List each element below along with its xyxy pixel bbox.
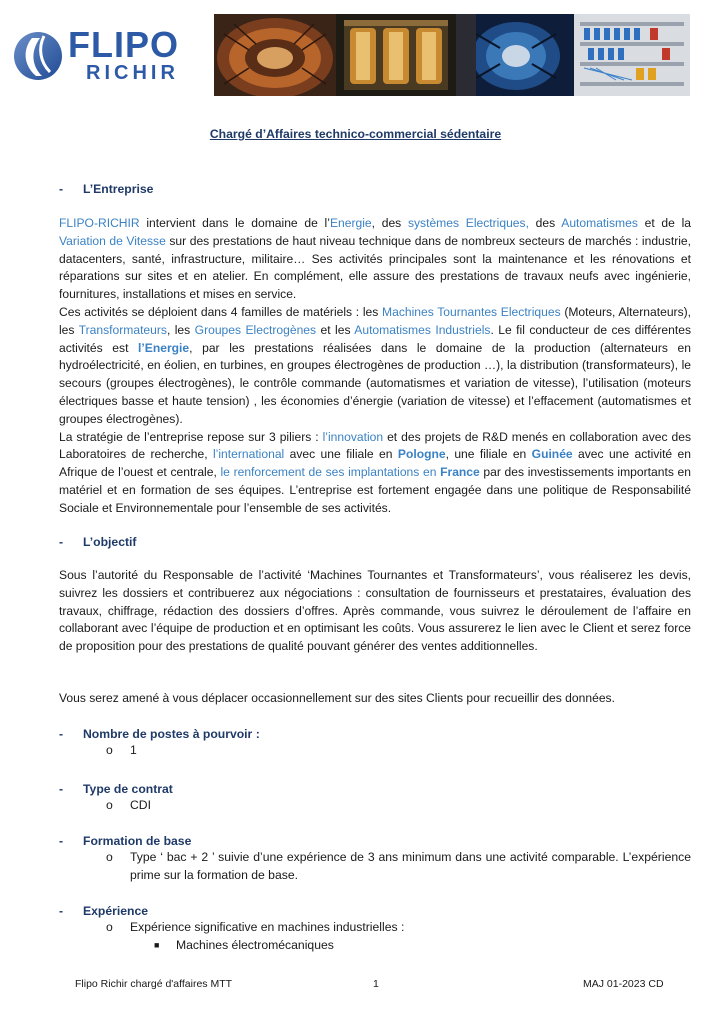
circle-bullet-icon: o xyxy=(106,798,113,812)
entreprise-paragraph-3: La stratégie de l’entreprise repose sur 3 piliers : l’innovation et des projets de R&D menés en collaboration avec des Laboratoires de recherche, l’international avec une filiale en Pologne, une filiale en Guinée avec une activité en Afrique de l’ouest et centrale, le renforcement de ses implantations en France par des investissements importants en matériel et en formation de ses équipes. L’entreprise est fortement engagée dans une politique de Responsabilité Sociale et Environnementale pour l’ensemble de ses activités. xyxy=(59,429,692,515)
page-number: 1 xyxy=(373,978,379,990)
section-experience: - Expérience o Expérience significative en machines industrielles : ■ Machines électromécaniques xyxy=(59,903,691,955)
experience-sub-value: Machines électromécaniques xyxy=(176,937,334,952)
page-header xyxy=(0,0,711,100)
objectif-paragraph-1: Sous l’autorité du Responsable de l’activité ‘Machines Tournantes et Transformateurs’, vous réaliserez les devis, suivrez les dossiers et contribuerez aux négociations : consultation de fournisseurs et prestataires, évaluation des travaux, chiffrage, rédaction des dossiers d’offres. Après commande, vous suivrez le déroulement de l’affaire en collaborant avec l’équipe de production et en optimisant les coûts. Vous assurerez le lien avec le Client et serez force de proposition pour des prestations de qualité pouvant générer des ventes additionnelles. xyxy=(59,568,691,654)
formation-value: Type ‘ bac + 2 ’ suivie d’une expérience de 3 ans minimum dans une activité comparable. L’expérience prime sur la formation de base. xyxy=(130,850,691,882)
stator-photo xyxy=(214,14,336,96)
logo-text-richir: RICHIR xyxy=(86,62,179,84)
logo-text-flipo: FLIPO xyxy=(68,24,179,65)
section-heading: L’objectif xyxy=(83,535,137,549)
square-bullet-icon: ■ xyxy=(154,939,160,950)
control-cabinet-photo xyxy=(574,14,690,96)
section-postes: - Nombre de postes à pourvoir : o 1 xyxy=(59,726,691,760)
section-objectif-heading: - L’objectif xyxy=(59,535,137,549)
section-formation: - Formation de base o Type ‘ bac + 2 ’ suivie d’une expérience de 3 ans minimum dans une activité comparable. L’expérience prime sur la formation de base. xyxy=(59,833,691,885)
circle-bullet-icon: o xyxy=(106,850,113,864)
postes-value: 1 xyxy=(130,743,137,757)
rotor-photo xyxy=(456,14,574,96)
section-heading: Expérience xyxy=(83,904,149,918)
section-heading: L’Entreprise xyxy=(83,182,154,196)
contrat-value: CDI xyxy=(130,798,151,812)
experience-value: Expérience significative en machines industrielles : xyxy=(130,920,405,934)
objectif-paragraph-2: Vous serez amené à vous déplacer occasionnellement sur des sites Clients pour recueillir des données. xyxy=(59,691,615,705)
section-contrat: - Type de contrat o CDI xyxy=(59,781,691,815)
section-entreprise-heading: - L’Entreprise xyxy=(59,182,154,196)
entreprise-paragraphs xyxy=(59,215,691,518)
circle-bullet-icon: o xyxy=(106,920,113,934)
section-heading: Nombre de postes à pourvoir : xyxy=(83,727,260,741)
footer-right: MAJ 01-2023 CD xyxy=(583,978,664,990)
logo-mark-icon xyxy=(12,30,64,82)
entreprise-paragraph-1: FLIPO-RICHIR intervient dans le domaine de l’Energie, des systèmes Electriques, des Automatismes et de la Variation de Vitesse sur des prestations de haut niveau technique dans de nombreux secteurs de marchés : industrie, datacenters, santé, infrastructure, militaire… Ses activités principales sont la maintenance et les rénovations et réparations sur sites et en atelier. En complément, elle assure des prestations de travaux neufs avec ingénierie, fournitures, installations et mises en service. xyxy=(59,216,692,302)
document-title: Chargé d’Affaires technico-commercial sédentaire xyxy=(209,127,502,141)
circle-bullet-icon: o xyxy=(106,743,113,757)
entreprise-paragraph-2: Ces activités se déploient dans 4 familles de matériels : les Machines Tournantes Electriques (Moteurs, Alternateurs), les Transformateurs, les Groupes Electrogènes et les Automatismes Industriels. Le fil conducteur de ces différentes activités est l’Energie, par les prestations réalisées dans le domaine de la production (alternateurs en hydroélectricité, en éolien, en turbines, en groupes électrogènes de production …), la distribution (transformateurs), le secours (groupes électrogènes), le contrôle commande (automatismes et variation de vitesse), l’utilisation (moteurs électriques basse et haute tension) , les économies d’énergie (variation de vitesse) et l’effacement (automatismes et groupes électrogènes). xyxy=(59,304,692,426)
footer-left: Flipo Richir chargé d'affaires MTT xyxy=(75,978,233,990)
transformer-photo xyxy=(336,14,456,96)
section-heading: Type de contrat xyxy=(83,782,173,796)
section-heading: Formation de base xyxy=(83,834,192,848)
company-name-link: FLIPO-RICHIR xyxy=(59,216,140,230)
company-logo xyxy=(12,26,192,86)
header-photo-strip xyxy=(214,14,690,96)
